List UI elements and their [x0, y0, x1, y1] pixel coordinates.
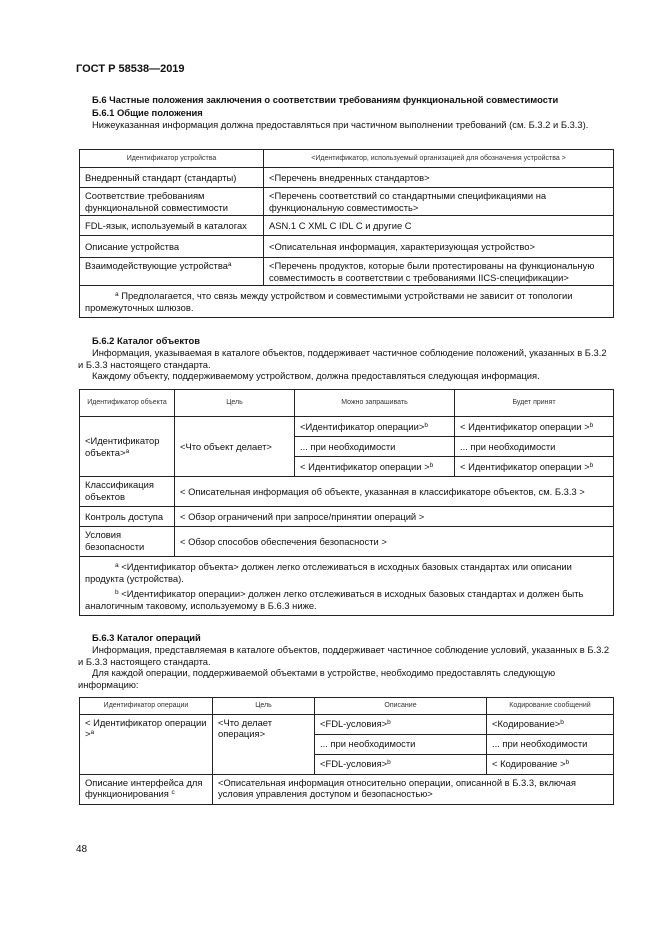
device-table-header-1: Идентификатор устройства [80, 150, 264, 168]
object-catalog-table [79, 389, 614, 616]
device-row-interop-label: Взаимодействующие устройства$^a$ [80, 258, 264, 286]
operation-goal-cell: <Что делает операция> [213, 714, 315, 774]
object-accept-op-1: < Идентификатор операции >$^b$ [455, 417, 614, 437]
object-table-header-request: Можно запрашивать [295, 390, 455, 417]
object-table-header-id: Идентификатор объекта [80, 390, 175, 417]
operation-fdl-2: <FDL-условия>$^b$ [315, 754, 487, 774]
object-footnote-b: $^b$ <Идентификатор операции> должен легко отслеживаться в исходных базовых стандартах и должен быть аналогичным таковому, используемому в Б.6.3 ниже. [85, 588, 584, 611]
operation-fdl-1: <FDL-условия>$^b$ [315, 714, 487, 734]
device-table-header-2: <Идентификатор, используемый организацией для обозначения устройства > [264, 150, 614, 168]
operation-encoding-2: < Кодирование >$^b$ [487, 754, 614, 774]
page-number: 48 [76, 844, 88, 855]
operation-table-header-goal: Цель [213, 698, 315, 715]
document-header: ГОСТ Р 58538—2019 [76, 63, 185, 75]
device-table [79, 149, 614, 318]
device-table-footnote: $^a$ Предполагается, что связь между устройством и совместимыми устройствами не зависит от топологии промежуточных шлюзов. [80, 286, 614, 318]
object-goal-cell: <Что объект делает> [175, 417, 295, 477]
object-request-op-1: <Идентификатор операции>$^b$ [295, 417, 455, 437]
device-row-compliance-label: Соответствие требованиям функциональной совместимости [80, 188, 264, 216]
device-row-description-value: <Описательная информация, характеризующая устройство> [264, 236, 614, 258]
object-footnote-a: $^a$ <Идентификатор объекта> должен легко отслеживаться в исходных базовых стандартах или описании продукта (устройства). [85, 561, 572, 584]
object-request-op-2: < Идентификатор операции >$^b$ [295, 457, 455, 477]
object-table-header-goal: Цель [175, 390, 295, 417]
object-table-header-accept: Будет принят [455, 390, 614, 417]
operation-table-header-description: Описание [315, 698, 487, 715]
operation-interface-value: <Описательная информация относительно операции, описанной в Б.3.3, включая условия управления доступом и безопасностью> [213, 774, 614, 804]
operation-encoding-more: ... при необходимости [487, 734, 614, 754]
section-b62-p2: Каждому объекту, поддерживаемому устройством, должна предоставляться следующая информация. [92, 370, 540, 381]
object-access-value: < Обзор ограничений при запросе/принятии операций > [175, 507, 614, 527]
object-classification-label: Классификация объектов [80, 477, 175, 507]
section-b63-p1: Информация, представляемая в каталоге объектов, поддерживает частичное соблюдение условий, указанных в Б.3.2 и Б.3.3 настоящего стандарта. [78, 644, 610, 667]
object-access-label: Контроль доступа [80, 507, 175, 527]
device-row-standards-label: Внедренный стандарт (стандарты) [80, 168, 264, 188]
operation-fdl-more: ... при необходимости [315, 734, 487, 754]
object-table-footnotes [80, 557, 614, 616]
object-accept-more: ... при необходимости [455, 437, 614, 457]
section-b62-p1: Информация, указываемая в каталоге объектов, поддерживает частичное соблюдение положений, указанных в Б.3.2 и Б.3.3 настоящего стандарта. [78, 347, 607, 370]
device-row-description-label: Описание устройства [80, 236, 264, 258]
section-b6-title: Б.6 Частные положения заключения о соответствии требованиям функциональной совместимости [92, 94, 559, 105]
object-accept-op-2: < Идентификатор операции >$^b$ [455, 457, 614, 477]
section-b61-title: Б.6.1 Общие положения [92, 107, 203, 118]
operation-table-header-encoding: Кодирование сообщений [487, 698, 614, 715]
object-id-cell: <Идентификатор объекта>$^a$ [80, 417, 175, 477]
operation-interface-label: Описание интерфейса для функционирования $^c$ [80, 774, 213, 804]
section-b61-intro: Нижеуказанная информация должна предоставляться при частичном выполнении требований (см. Б.3.2 и Б.3.3). [92, 119, 589, 130]
object-request-more: ... при необходимости [295, 437, 455, 457]
operation-id-cell: < Идентификатор операции >$^a$ [80, 714, 213, 774]
device-row-fdl-label: FDL-язык, используемый в каталогах [80, 216, 264, 236]
device-row-standards-value: <Перечень внедренных стандартов> [264, 168, 614, 188]
object-security-value: < Обзор способов обеспечения безопасности > [175, 527, 614, 557]
device-row-interop-value: <Перечень продуктов, которые были протестированы на функциональную совместимость в соответствии с требованиями IICS-спецификации> [264, 258, 614, 286]
object-security-label: Условия безопасности [80, 527, 175, 557]
operation-encoding-1: <Кодирование>$^b$ [487, 714, 614, 734]
object-classification-value: < Описательная информация об объекте, указанная в классификаторе объектов, см. Б.3.3 > [175, 477, 614, 507]
section-b63-title: Б.6.3 Каталог операций [92, 632, 201, 643]
device-row-compliance-value: <Перечень соответствий со стандартными спецификациями на функциональную совместимость> [264, 188, 614, 216]
section-b62-title: Б.6.2 Каталог объектов [92, 335, 200, 346]
section-b63-p2: Для каждой операции, поддерживаемой объектами в устройстве, необходимо предоставлять следующую информацию: [78, 667, 556, 690]
operation-table-header-id: Идентификатор операции [80, 698, 213, 715]
device-row-fdl-value: ASN.1 C XML C IDL C и другие C [264, 216, 614, 236]
operation-catalog-table [79, 697, 614, 805]
